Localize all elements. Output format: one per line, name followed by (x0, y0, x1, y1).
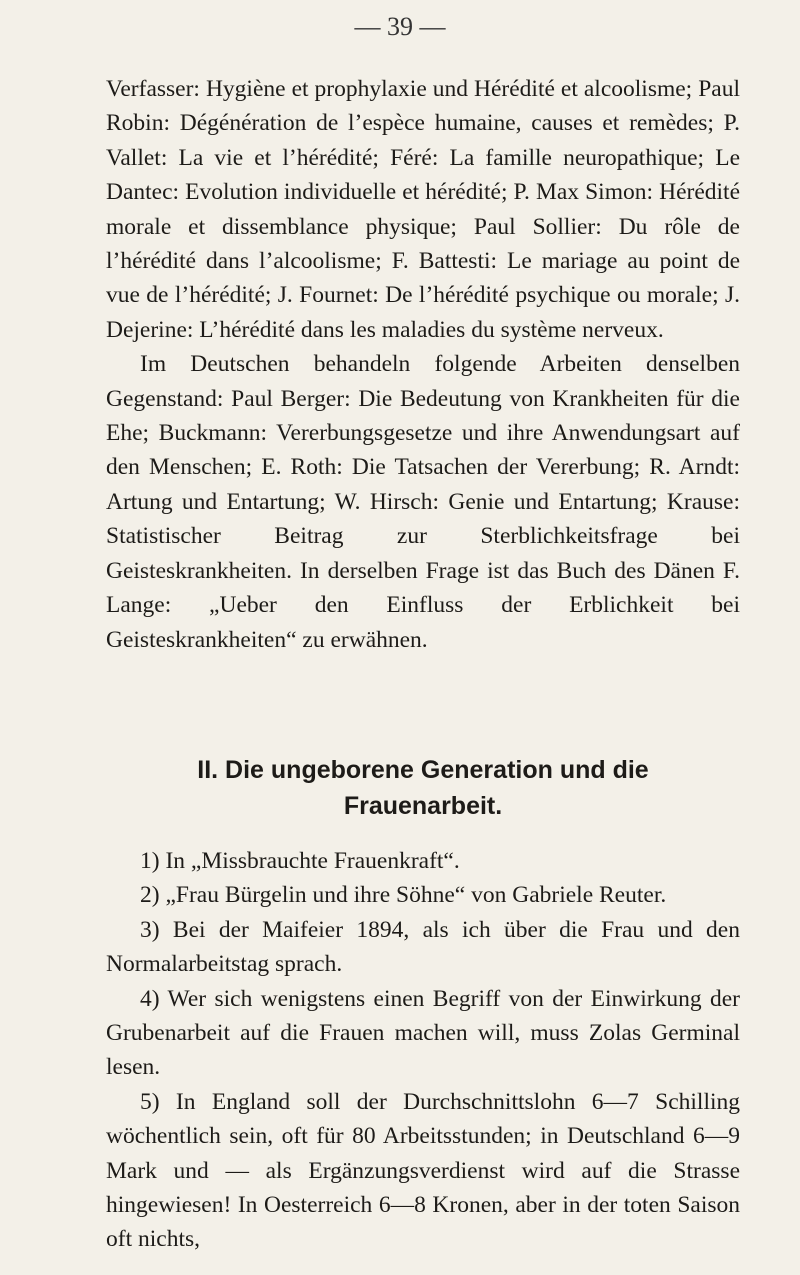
body-text-top (106, 72, 740, 657)
section-heading (106, 752, 740, 824)
list-item: 1) In „Missbrauchte Frauenkraft“. (140, 848, 460, 874)
paragraph-french-works: Verfasser: Hygiène et prophylaxie und Hérédité et alcoolisme; Paul Robin: Dégénération de l’espèce humaine, causes et remèdes; P. Vallet: La vie et l’hérédité; Féré: La famille neuropathique; Le Dantec: Evolution individuelle et hérédité; P. Max Simon: Hérédité morale et dissemblance physique; Paul Sollier: Du rôle de l’hérédité dans l’alcoolisme; F. Battesti: Le mariage au point de vue de l’hérédité; J. Fournet: De l’hérédité psychique ou morale; J. Dejerine: L’hérédité dans les maladies du système nerveux. (106, 76, 740, 343)
section-heading-line-1: II. Die ungeborene Generation und die (197, 756, 649, 784)
list-item: 2) „Frau Bürgelin und ihre Söhne“ von Gabriele Reuter. (140, 882, 667, 909)
list-item: 5) In England soll der Durchschnittslohn 6—7 Schilling wöchentlich sein, oft für 80 Arbeitsstunden; in Deutschland 6—9 Mark und — als Ergänzungsverdienst wird auf die Strasse hingewiesen! In Oesterreich 6—8 Kronen, aber in der toten Saison oft nichts, (106, 1088, 740, 1253)
footnote-list (106, 844, 740, 1257)
page-number: — 39 — (354, 12, 446, 41)
paragraph-german-works: Im Deutschen behandeln folgende Arbeiten denselben Gegenstand: Paul Berger: Die Bedeutung von Krankheiten für die Ehe; Buckmann: Vererbungsgesetze und ihre Anwendungsart auf den Menschen; E. Roth: Die Tatsachen der Vererbung; R. Arndt: Artung und Entartung; W. Hirsch: Genie und Entartung; Krause: Statistischer Beitrag zur Sterblichkeitsfrage bei Geisteskrankheiten. In derselben Frage ist das Buch des Dänen F. Lange: „Ueber den Einfluss der Erblichkeit bei Geisteskrankheiten“ zu erwähnen. (106, 351, 740, 653)
section-heading-line-2: Frauenarbeit. (343, 792, 503, 820)
list-item: 3) Bei der Maifeier 1894, als ich über die Frau und den Normalarbeitstag sprach. (106, 916, 740, 978)
list-item: 4) Wer sich wenigstens einen Begriff von der Einwirkung der Grubenarbeit auf die Frauen machen will, muss Zolas Germinal lesen. (106, 985, 740, 1081)
